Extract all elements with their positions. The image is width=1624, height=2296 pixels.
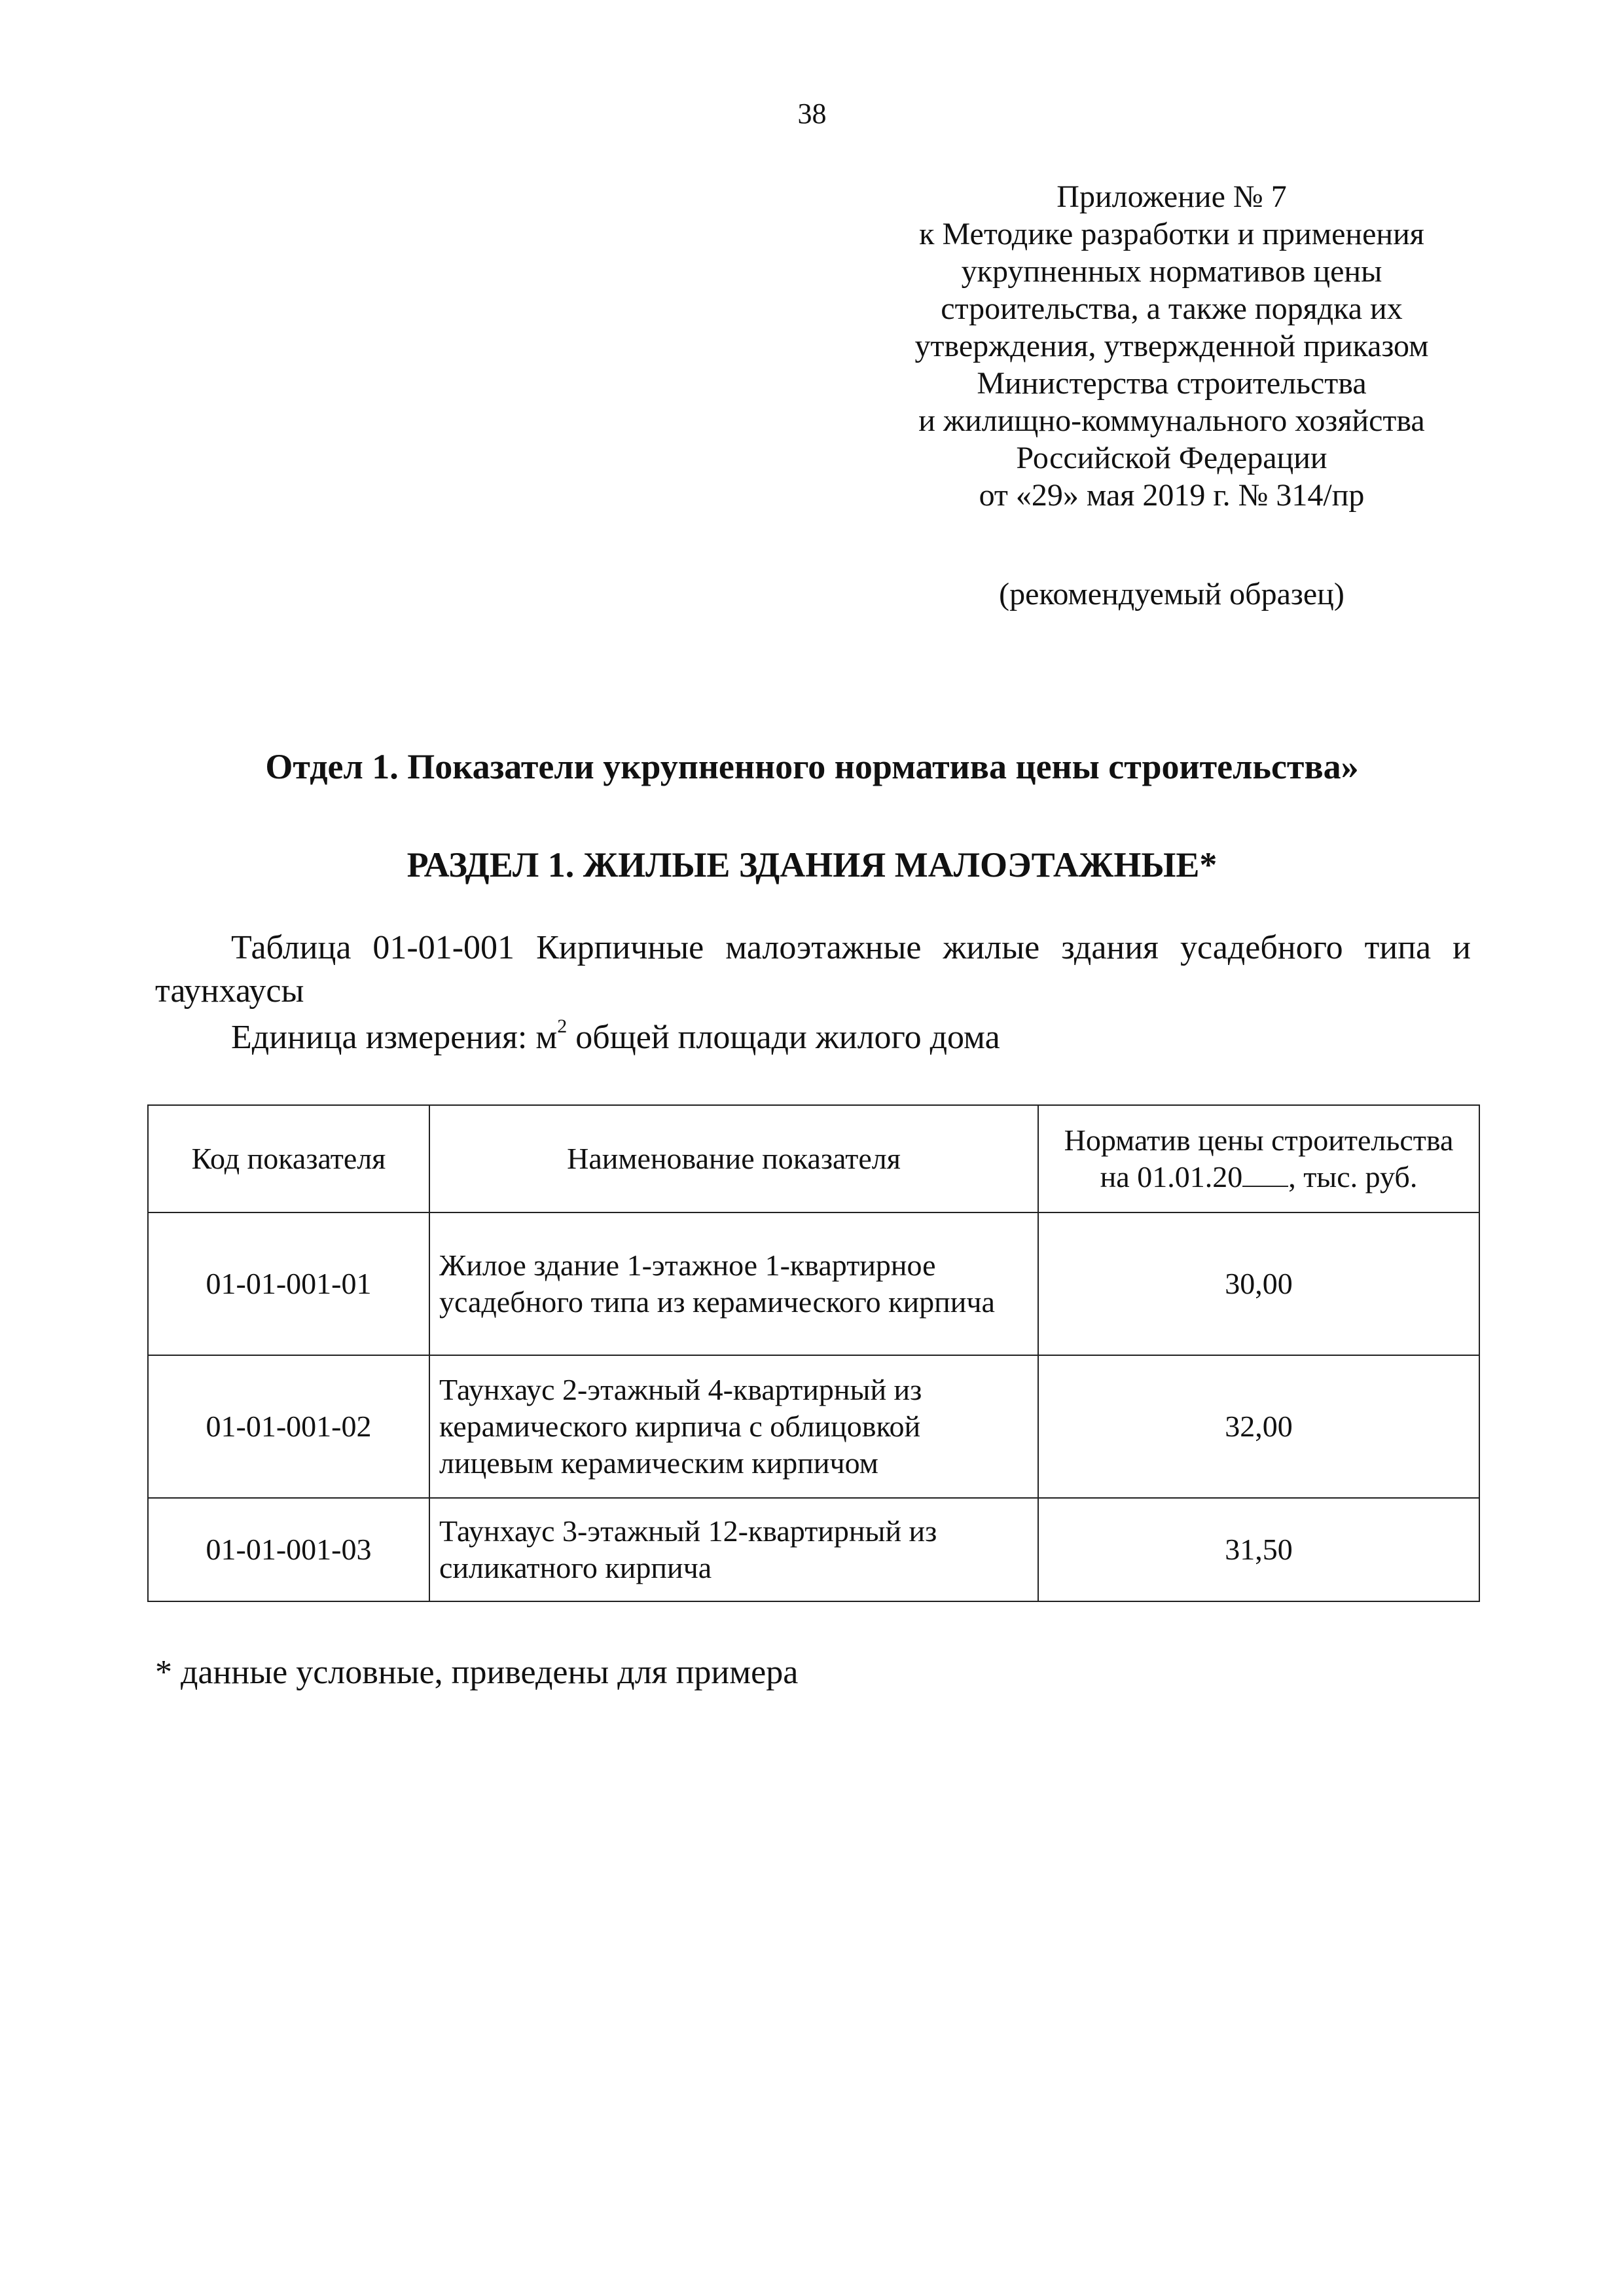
row-name: Таунхаус 3-этажный 12-квартирный из силикатного кирпича	[429, 1498, 1038, 1601]
appendix-line: от «29» мая 2019 г. № 314/пр	[979, 478, 1365, 513]
page-number: 38	[797, 98, 827, 130]
table-row	[148, 1355, 1479, 1498]
unit-prefix: Единица измерения: м	[231, 1019, 558, 1056]
appendix-line: и жилищно-коммунального хозяйства	[918, 403, 1425, 438]
appendix-line: к Методике разработки и применения	[919, 217, 1424, 251]
header-name: Наименование показателя	[429, 1105, 1038, 1212]
footnote: * данные условные, приведены для примера	[155, 1654, 799, 1691]
appendix-header	[857, 178, 1486, 514]
appendix-line: укрупненных нормативов цены	[961, 254, 1382, 289]
norms-table	[147, 1104, 1480, 1602]
row-code: 01-01-001-03	[148, 1498, 429, 1601]
section-title: РАЗДЕЛ 1. ЖИЛЫЕ ЗДАНИЯ МАЛОЭТАЖНЫЕ*	[406, 845, 1218, 884]
row-price: 30,00	[1038, 1212, 1479, 1355]
unit-suffix: общей площади жилого дома	[567, 1019, 1000, 1056]
row-name: Жилое здание 1-этажное 1-квартирное усадебного типа из керамического кирпича	[429, 1212, 1038, 1355]
recommended-sample-note: (рекомендуемый образец)	[999, 577, 1344, 611]
appendix-line: утверждения, утвержденной приказом	[914, 329, 1429, 363]
header-price-line2-suffix: , тыс. руб.	[1288, 1160, 1418, 1194]
department-title: Отдел 1. Показатели укрупненного норматива цены строительства»	[265, 747, 1359, 786]
table-header-row	[148, 1105, 1479, 1212]
row-code: 01-01-001-01	[148, 1212, 429, 1355]
unit-superscript: 2	[557, 1015, 568, 1037]
appendix-line: Приложение № 7	[1056, 179, 1287, 214]
date-blank-line	[1242, 1159, 1288, 1187]
appendix-line: Российской Федерации	[1016, 441, 1327, 475]
appendix-line: Министерства строительства	[977, 366, 1367, 401]
row-price: 32,00	[1038, 1355, 1479, 1498]
table-row	[148, 1212, 1479, 1355]
header-price	[1038, 1105, 1479, 1212]
header-code: Код показателя	[148, 1105, 429, 1212]
row-price: 31,50	[1038, 1498, 1479, 1601]
row-code: 01-01-001-02	[148, 1355, 429, 1498]
header-price-line1: Норматив цены строительства	[1064, 1123, 1454, 1157]
header-price-line2-prefix: на 01.01.20	[1100, 1160, 1243, 1194]
unit-of-measure	[231, 1015, 1475, 1057]
appendix-line: строительства, а также порядка их	[941, 291, 1403, 326]
row-name: Таунхаус 2-этажный 4-квартирный из керамического кирпича с облицовкой лицевым керамическим кирпичом	[429, 1355, 1038, 1498]
table-row	[148, 1498, 1479, 1601]
table-caption: Таблица 01-01-001 Кирпичные малоэтажные жилые здания усадебного типа и таунхаусы	[155, 929, 1471, 1010]
